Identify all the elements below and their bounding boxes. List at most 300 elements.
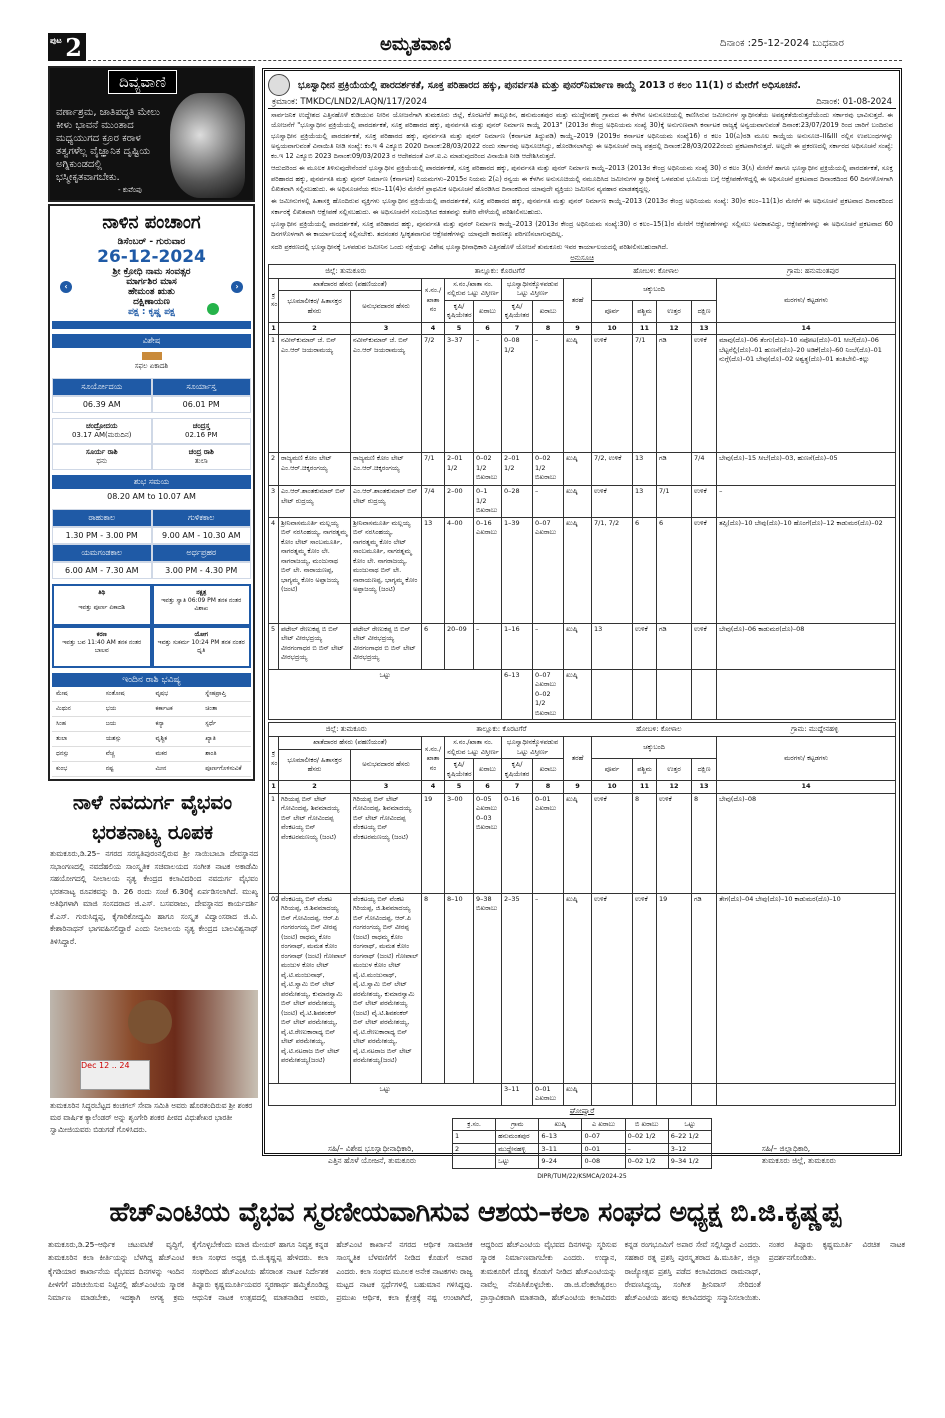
column-number: 5 — [445, 781, 474, 794]
total-type: ಖುಷ್ಕಿ — [564, 669, 592, 720]
notice-date: ದಿನಾಂಕ: 01-08-2024 — [816, 97, 892, 107]
karana: ಇವತ್ತು ಬವ 11:40 AM ತನಕ ನಂತರ ಬಾಲವ — [62, 639, 142, 654]
nakshatra-label: ನಕ್ಷತ್ರ — [196, 589, 207, 596]
surya-rashi: ಧನು — [96, 457, 108, 465]
summary-cell: 3–11 — [539, 1143, 582, 1156]
rashi-name: ಧನಸ್ಸು — [52, 747, 102, 762]
total-row — [269, 669, 896, 720]
moonrise: 03.17 AM(ಮರುದಿನ) — [71, 431, 132, 439]
surya-rashi-label: ಸೂರ್ಯ ರಾಶಿ — [85, 448, 118, 456]
table-cell: ನವೀನ್‌ಕುಮಾರ್ ಜೆ. ಬಿನ್ ಎಂ.ಆರ್ ಜಯರಾಮಯ್ಯ — [351, 335, 422, 453]
summary-cell: 9–34 1/2 — [668, 1156, 711, 1169]
karana-cell — [52, 626, 152, 668]
column-number: 10 — [592, 322, 633, 335]
column-number: 13 — [692, 781, 717, 794]
col-acq-agri: ಕೃಷಿ/ ಕೃಷಿಯೇತರ — [502, 300, 533, 322]
vrata-value: ಸಫಲ ಏಕಾದಶಿ — [134, 362, 169, 370]
main-article-body: ತುಮಕೂರು,ಡಿ.25–ಆರ್ಥಿಕ ಚಟುವಟಿಕೆ ವೃದ್ಧಿಗೆ, ತುಮಕೂರಿನ ಕಲಾ ಕೀರ್ತಿಯನ್ನು ಬೆಳಗಿದ್ದ ಹೆಚ್‌ಎಂಟಿ ಕೈಗಡಿಯಾರ ಕಾರ್ಖಾನೆಯ ವೈಭವದ ದಿನಗಳನ್ನು ಇಂದಿನ ಪೀಳಿಗೆಗೆ ಪರಿಚಯಿಸುವ ನಿಟ್ಟಿನಲ್ಲಿ ಹೆಚ್‌ಎಂಟಿಯ ಸ್ಮಾರಕ ನಿರ್ಮಾಣ ಮಾಡಬೇಕು, ಇದಕ್ಕಾಗಿ ಅಗತ್ಯ ಕ್ರಮ ಕೈಗೊಳ್ಳಬೇಕೆಂದು ಮಾಜಿ ಮೇಯರ್ ಹಾಗೂ ನಿವೃತ್ತ ಕನ್ನಡ ಕಲಾ ಸಂಘದ ಅಧ್ಯಕ್ಷ ಬಿ.ಜಿ.ಕೃಷ್ಣಪ್ಪ ಹೇಳಿದರು. ಕಲಾ ಸಂಘದಿಂದ ಹೆಚ್‌ಎಂಟಿಯ ಹೆಸರಾಂತ ನಾಟಕ ನಿರ್ದೇಶಕ ತಿಪ್ಪೂರು ಕೃಷ್ಣಮೂರ್ತಿಯವರ ಸ್ಮರಣಾರ್ಥ ಹಮ್ಮಿಕೊಂಡಿದ್ದ ಆಧುನಿಕ ನಾಟಕ ಉತ್ಸವದಲ್ಲಿ ಮಾತನಾಡಿದ ಅವರು, ಹೆಚ್‌ಎಂಟಿ ಕಾರ್ಖಾನೆ ನಗರದ ಆರ್ಥಿಕ ಸಾಮಾಜಿಕ ಸಾಂಸ್ಕೃತಿಕ ಬೆಳವಣಿಗೆಗೆ ನೀಡಿದ ಕೊಡುಗೆ ಅಪಾರ ಎಂದರು. ಕಲಾ ಸಂಘದ ಮೂಲಕ ಅನೇಕ ನಾಟಕಗಳು ರಾಜ್ಯ ಮಟ್ಟದ ನಾಟಕ ಸ್ಪರ್ಧೆಗಳಲ್ಲಿ ಬಹುಮಾನ ಗಳಿಸಿದ್ದವು. ಪ್ರಮುಖ ಆರ್ಥಿಕ, ಕಲಾ ಕ್ಷೇತ್ರಕ್ಕೆ ನಷ್ಟ ಉಂಟಾಗಿದೆ, ಆದ್ದರಿಂದ ಹೆಚ್‌ಎಂಟಿಯ ವೈಭವದ ದಿನಗಳನ್ನು ಸ್ಮರಿಸುವ ಸ್ಮಾರಕ ನಿರ್ಮಾಣವಾಗಬೇಕು ಎಂದರು. ಉದ್ಯಾನ, ತುಮಕೂರಿಗೆ ದೊಡ್ಡ ಕೊಡುಗೆ ನೀಡಿದ ಹೆಚ್‌ಎಂಟಿಯನ್ನು ನಾವೆಲ್ಲ ನೆನಪಿಸಿಕೊಳ್ಳಬೇಕು. ಡಾ.ಜಿ.ವೆಂಕಟೇಶ್ವರಲು ಪ್ರಾಸ್ತಾವಿಕವಾಗಿ ಮಾತನಾಡಿ, ಹೆಚ್‌ಎಂಟಿಯ ಕಲಾವಿದರು ಕನ್ನಡ ರಂಗಭೂಮಿಗೆ ಅಪಾರ ಸೇವೆ ಸಲ್ಲಿಸಿದ್ದಾರೆ ಎಂದರು. ಸಹಕಾರ ರತ್ನ ಪ್ರಶಸ್ತಿ ಪುರಸ್ಕೃತರಾದ ಹಿ.ಮೂರ್ತಿ, ಜಿಲ್ಲಾ ರಾಜ್ಯೋತ್ಸವ ಪ್ರಶಸ್ತಿ ಪಡೆದ ಕಲಾವಿದರಾದ ರಾಮನಾಥ್, ರೇವಣಸಿದ್ದಯ್ಯ, ಸಂಗೀತ ಶ್ರೀನಿವಾಸ್ ಸೇರಿದಂತೆ ಹೆಚ್‌ಎಂಟಿಯ ಹಲವು ಕಲಾವಿದರನ್ನು ಸನ್ಮಾನಿಸಲಾಯಿತು. ನಂತರ ತಿಪ್ಪೂರು ಕೃಷ್ಣಮೂರ್ತಿ ವಿರಚಿತ ನಾಟಕ ಪ್ರದರ್ಶನಗೊಂಡಿತು. — [48, 1240, 905, 1303]
table-cell: ತೇಗ(ದೊ)–04 ಬೇವು(ದೊ)–10 ಕಾಡುಮರ(ದೊ)–10 — [717, 893, 896, 1083]
table-cell: 8 — [422, 893, 445, 1083]
table-cell: ಉಳಿಕೆ — [633, 623, 657, 669]
karana-label: ಕರಣ — [96, 631, 107, 638]
column-number: 8 — [533, 781, 564, 794]
column-number: 9 — [564, 781, 592, 794]
rashi-prediction: ಚಿಂತಾ — [201, 702, 251, 717]
empty-cell — [592, 669, 633, 720]
rashi-prediction: ಪೂರ್ಣಗೊಳಿಸುವಿಕೆ — [201, 762, 251, 777]
swamiji-photo — [50, 990, 258, 1098]
table-cell: 6 — [633, 517, 657, 623]
rahu-time: 1.30 PM - 3.00 PM — [52, 527, 152, 544]
col-boundary: ಚಕ್ಕುಬಂದಿ — [592, 278, 717, 300]
table-cell: ಖುಷ್ಕಿ — [564, 793, 592, 893]
summary-title: ಘೋಷ್ವಾರೆ — [569, 1106, 595, 1115]
summary-cell: ಒಟ್ಟು — [496, 1156, 539, 1169]
rashi-prediction: ಸ್ಪರ್ಧೆ — [201, 717, 251, 732]
summary-cell: 6–13 — [539, 1131, 582, 1144]
yoga-label: ಯೋಗ — [194, 631, 209, 638]
month-day: ಡಿಸೆಂಬರ್ - ಗುರುವಾರ — [117, 237, 186, 247]
table-cell: ಶ್ರೀನಿವಾಸಮೂರ್ತಿ ಮಲ್ಲಯ್ಯ ಬಿನ್ ನರಸಿಂಹಯ್ಯ, ನಾಗರತ್ನಮ್ಮ ಕೋಂ ಲೇಟ್ ಸಾಂಬಮೂರ್ತಿ, ನಾಗರತ್ನಮ್ಮ ಕೋಂ ಲೇ. ನಾಗರಾಜಯ್ಯ, ಮಂಜುನಾಥ ಬಿನ್ ಲೇ. ನಾರಾಯಣಪ್ಪ, ಭಾಗ್ಯಮ್ಮ ಕೋಂ ಅಪ್ಪಾಜಯ್ಯ (ಜಂಟಿ) — [279, 517, 351, 623]
table-cell: ಶ್ರೀನಿವಾಸಮೂರ್ತಿ ಮಲ್ಲಯ್ಯ ಬಿನ್ ನರಸಿಂಹಯ್ಯ, ನಾಗರತ್ನಮ್ಮ ಕೋಂ ಲೇಟ್ ಸಾಂಬಮೂರ್ತಿ, ನಾಗರತ್ನಮ್ಮ ಕೋಂ ಲೇ. ನಾಗರಾಜಯ್ಯ, ಮಂಜುನಾಥ ಬಿನ್ ಲೇ. ನಾರಾಯಣಪ್ಪ, ಭಾಗ್ಯಮ್ಮ ಕೋಂ ಅಪ್ಪಾಜಯ್ಯ (ಜಂಟಿ) — [351, 517, 422, 623]
table-cell: ರಾಜ್ಯಮಣಿ ಕೋಂ ಲೇಟ್ ಎಂ.ಆರ್.ಚಿಕ್ಕರಂಗಯ್ಯ — [279, 453, 351, 486]
col-kharab: ಖರಾಬು — [474, 300, 502, 322]
table-cell: ನವೀನ್‌ಕುಮಾರ್ ಜೆ. ಬಿನ್ ಎಂ.ಆರ್ ಜಯರಾಮಯ್ಯ — [279, 335, 351, 453]
table-cell: 0–1 1/2 ಬಿಖರಾಬು — [474, 486, 502, 518]
signature-right — [762, 1143, 836, 1167]
rashi-name: ಮಕರ — [152, 747, 202, 762]
summary-cell: 0–08 — [582, 1156, 625, 1169]
column-number: 4 — [422, 322, 445, 335]
table-cell: ಖುಷ್ಕಿ — [564, 517, 592, 623]
page-number-badge — [48, 33, 86, 61]
summary-cell: 0–01 — [582, 1143, 625, 1156]
table-cell: – — [474, 623, 502, 669]
table-cell: 6 — [422, 623, 445, 669]
panchanga-date: 26-12-2024 — [97, 247, 206, 267]
kaala-times — [52, 509, 251, 579]
rashi-name: ಕನ್ಯಾ — [152, 717, 202, 732]
moonrise-cell — [52, 418, 152, 444]
masa: ಮಾರ್ಗಶಿರ ಮಾಸ — [126, 277, 177, 287]
table-cell: ಬೇವು(ದೊ)–15 ಸೀಬೆ(ದೊ)–03, ಹುಣಸೆ(ದೊ)–05 — [717, 453, 896, 486]
table-cell: 0–08 1/2 — [502, 335, 533, 453]
table-cell: 20–09 — [445, 623, 474, 669]
panchanga-box — [48, 204, 255, 781]
notice-paragraph: ಸದರಿ ಪ್ರಕರಣದಲ್ಲಿ ಭೂಸ್ವಾಧೀನಕ್ಕೆ ಒಳಪಡುವ ಜಮೀನಿನ ಒಂದು ನಕ್ಷೆಯನ್ನು ವಿಶೇಷ ಭೂಸ್ವಾಧೀನಾಧಿಕಾರಿ ಎತ್ತಿನಹೊಳೆ ಯೋಜನೆ ತುಮಕೂರು ಇವರ ಕಾರ್ಯಾಲಯದಲ್ಲಿ ಪರಿಶೀಲಿಸಬಹುದಾಗಿದೆ. — [271, 242, 669, 251]
page-label: ಪುಟ — [50, 35, 62, 45]
yama-time: 6.00 AM - 7.30 AM — [52, 562, 152, 579]
table-cell: 19 — [422, 793, 445, 893]
col-north: ಉತ್ತರ — [657, 759, 692, 781]
column-number: 1 — [269, 322, 279, 335]
col-owner: ಭೂಮಾಲೀಕರ/ ಹಿತಾಸಕ್ತರ ಹೆಸರು — [279, 291, 351, 323]
dipr-code: DIPR/TUM/22/KSMCA/2024-25 — [537, 1172, 627, 1180]
summary-header: ಬಿ ಖರಾಬು — [625, 1118, 668, 1131]
rashi-name: ಮಿಥುನ — [52, 702, 102, 717]
table-cell: 1–39 — [502, 517, 533, 623]
table-cell: ಖುಷ್ಕಿ — [564, 486, 592, 518]
table-cell: ಗಡಿ — [692, 893, 717, 1083]
tithi: ಇವತ್ತು ಪೂರ್ಣ ಏಕಾದಶಿ — [78, 604, 126, 611]
notice-paragraphs — [268, 109, 896, 253]
table-cell: ಪಟೇಲ್ ರೇಣುಕಪ್ಪ ಬಿ ಬಿನ್ ಲೇಟ್ ವೀರಭದ್ರಯ್ಯ ವೀರಗಂಗಾಧರ ಬಿ ಬಿನ್ ಲೇಟ್ ವೀರಭದ್ರಯ್ಯ — [279, 623, 351, 669]
samvatsara: ಶ್ರೀ ಕ್ರೋಧಿ ನಾಮ ಸಂವತ್ಸರ — [112, 267, 191, 277]
empty-cell — [692, 1083, 717, 1105]
rutu: ಹೇಮಂತ ಋತು — [128, 287, 175, 297]
rashi-title: ಇಂದಿನ ರಾಶಿ ಭವಿಷ್ಯ — [52, 673, 251, 687]
summary-cell: 9–24 — [539, 1156, 582, 1169]
column-numbers — [269, 322, 896, 335]
rashi-prediction: ಶಾಂತಿ — [201, 747, 251, 762]
left-column — [48, 66, 255, 781]
tithi-grid — [52, 584, 251, 668]
summary-cell: 0–07 — [582, 1131, 625, 1144]
col-occupant: ಅನುಭವದಾರರ ಹೆಸರು — [351, 749, 422, 781]
photo-caption: ತುಮಕೂರಿನ ಸಿದ್ಧರಬೆಟ್ಟದ ಕಂಚಗಲ್ ಸೇವಾ ಸಮಿತಿ ಅವರು ಹೊರತಂದಿರುವ ಶ್ರೀ ಶಂಕರ ಮಠ ವಾರ್ಷಿಕ ಕ್ಯಾಲೆಂಡರ್ ಅನ್ನು ಶೃಂಗೇರಿ ಶಂಕರ ಪೀಠದ ವಿಧುಶೇಖರ ಭಾರತೀ ಸ್ವಾಮೀಜಿಯವರು ಬಿಡುಗಡೆ ಗೊಳಿಸಿದರು. — [50, 1101, 253, 1134]
table-cell: ಉಳಿಕೆ — [592, 893, 633, 1083]
table-cell: 4–00 — [445, 517, 474, 623]
table-cell: ಗಡಿ — [657, 453, 692, 486]
ayana: ದಕ್ಷಿಣಾಯಣ — [133, 297, 170, 307]
main-headline: ಹೆಚ್‌ಎಂಟಿಯ ವೈಭವ ಸ್ಮರಣೀಯವಾಗಿಸುವ ಆಶಯ–ಕಲಾ ಸಂಘದ ಅಧ್ಯಕ್ಷ ಬಿ.ಜಿ.ಕೃಷ್ಣಪ್ಪ — [109, 1197, 841, 1228]
location-hobli: ಹೋಬಳಿ: ಕೋಳಾಲ — [636, 725, 682, 734]
table-cell: 0–02 1/2 ಬಿಖರಾಬು — [474, 453, 502, 486]
vrata-label: ವಿಶೇಷ — [52, 334, 251, 348]
rashi-prediction: ಖ್ಯಾತಿ — [201, 732, 251, 747]
table-cell: 7/2, ಉಳಿಕೆ — [592, 453, 633, 486]
rashi-prediction: ವೆಚ್ಚ — [102, 747, 152, 762]
notice-paragraph: ಆದುದರಿಂದ ಈ ಮೂಲಕ ತಿಳಿಸುವುದೇನೆಂದರೆ ಭೂಸ್ವಾಧೀನ ಪ್ರಕ್ರಿಯೆಯಲ್ಲಿ ಪಾರದರ್ಶಕತೆ, ಸೂಕ್ತ ಪರಿಹಾರದ ಹಕ್ಕು, ಪುನರ್ವಸತಿ ಮತ್ತು ಪುನರ್ ನಿರ್ಮಾಣ ಕಾಯ್ದೆ–2013 (2013ರ ಕೇಂದ್ರ ಅಧಿನಿಯಮ ಸಂಖ್ಯೆ 30) ರ ಕಲಂ 3(ಸಿ) ಮೇರೆಗೆ ಹಾಗೂ ಭೂಸ್ವಾಧೀನ ಪ್ರಕ್ರಿಯೆಯಲ್ಲಿ ಪಾರದರ್ಶಕತೆ, ಸೂಕ್ತ ಪರಿಹಾರದ ಹಕ್ಕು, ಪುನರ್ವಸತಿ ಮತ್ತು ಪುನರ್ ನಿರ್ಮಾಣ (ಕರ್ನಾಟಕ) ನಿಯಮಗಳು–2015ರ ನಿಯಮ 2(ಎ) ರನ್ವಯ ಈ ಕೆಳಗಿನ ಅನುಸೂಚಿಯಲ್ಲಿ ನಮೂದಿಸಿದ ಜಮೀನುಗಳ ಸ್ವಾಧೀನಕ್ಕೆ ಒಳಪಡುವ ಭೂಮಿಯ ಬಗ್ಗೆ ಆಕ್ಷೇಪಣೆಗಳಿದ್ದಲ್ಲಿ ಈ ಅಧಿಸೂಚನೆ ಪ್ರಕಟವಾದ ದಿನಾಂಕದಿಂದ 60 ದಿನಗಳೊಳಗಾಗಿ ಲಿಖಿತವಾಗಿ ಸಲ್ಲಿಸಬಹುದು. ಈ ಅಧಿಸೂಚನೆಯ ಕಲಂ–11(4)ರ ಮೇರೆಗೆ ಪ್ರಾಥಮಿಕ ಅಧಿಸೂಚನೆ ಹೊರಡಿಸಿದ ದಿನಾಂಕದಿಂದ ಯಾವುದೇ ವ್ಯಕ್ತಿಯು ಜಮೀನಿನ ವ್ಯವಹಾರ ಮಾಡತಕ್ಕದ್ದಲ್ಲ. — [271, 164, 893, 194]
government-seal-icon — [268, 74, 290, 96]
column-number: 12 — [657, 781, 692, 794]
table-cell: 0–07 ಎಖರಾಬು — [533, 517, 564, 623]
col-west: ಪಶ್ಚಿಮ — [633, 759, 657, 781]
schedule-table — [268, 736, 896, 1106]
table-cell: 7/1 — [422, 453, 445, 486]
location-line — [268, 722, 896, 736]
col-extent: ಸ.ನಂ./ಖಾತಾ ನಂ. ನಲ್ಲಿರುವ ಒಟ್ಟು ವಿಸ್ತೀರ್ಣ — [445, 737, 502, 759]
table-cell: – — [533, 335, 564, 453]
summary-header: ಕ್ರ.ಸಂ. — [453, 1118, 496, 1131]
table-cell: ಖುಷ್ಕಿ — [564, 453, 592, 486]
notice-paragraph: ಸಾರ್ವಜನಿಕ ಉದ್ದೇಶದ ಎತ್ತಿನಹೊಳೆ ಕುಡಿಯುವ ನೀರಿನ ಯೋಜನೆಗಾಗಿ ತುಮಕೂರು ಜಿಲ್ಲೆ, ಕೊರಟಗೆರೆ ತಾಲ್ಲೂಕಿನ, ಹನುಮಂತಪುರ ಮತ್ತು ಮುದ್ದೇನಹಳ್ಳಿ ಗ್ರಾಮದ ಈ ಕೆಳಗಿನ ಅನುಸೂಚಿಯಲ್ಲಿ ಕಾಣಿಸಿರುವ ಜಮೀನುಗಳ ಸ್ವಾಧೀನತೆಯ ಅವಶ್ಯಕತೆಯಿರುತ್ತದೆಯೆಂದು ಸರ್ಕಾರವು ಭಾವಿಸುತ್ತದೆ. ಈ ಯೋಜನೆಗೆ "ಭೂಸ್ವಾಧೀನ ಪ್ರಕ್ರಿಯೆಯಲ್ಲಿ ಪಾರದರ್ಶಕತೆ, ಸೂಕ್ತ ಪರಿಹಾರದ ಹಕ್ಕು, ಪುನರ್ವಸತಿ ಮತ್ತು ಪುನರ್ ನಿರ್ಮಾಣ ಕಾಯ್ದೆ 2013" (2013ರ ಕೇಂದ್ರ ಅಧಿನಿಯಮ ಸಂಖ್ಯೆ 30)ಕ್ಕೆ ಅನುಗುಣವಾಗಿ ಕರ್ನಾಟಕ ರಾಜ್ಯಕ್ಕೆ ಅನ್ವಯವಾಗುವಂತೆ ದಿನಾಂಕ:23/07/2019 ರಿಂದ ಜಾರಿಗೆ ಬಂದಿರುವ ಭೂಸ್ವಾಧೀನ ಪ್ರಕ್ರಿಯೆಯಲ್ಲಿ ಪಾರದರ್ಶಕತೆ, ಸೂಕ್ತ ಪರಿಹಾರದ ಹಕ್ಕು, ಪುನರ್ವಸತಿ ಮತ್ತು ಪುನರ್ ನಿರ್ಮಾಣ (ಕರ್ನಾಟಕ ತಿದ್ದುಪಡಿ) ಕಾಯ್ದೆ–2019 (2019ರ ಕರ್ನಾಟಕ ಅಧಿನಿಯಮ ಸಂಖ್ಯೆ16) ರ ಕಲಂ 10(ಎ)ರಡಿ ಮೂಲ ಕಾಯ್ದೆಯ ಅನುಸೂಚಿ–II&III ರಲ್ಲಿನ ಉಪಬಂಧಗಳನ್ನು ಅನ್ವಯವಾಗುವಂತೆ ವಿನಾಯಿತಿ ನೀಡಿ ಸಂಖ್ಯೆ: ಕಂ.ಇ 4 ಎಕ್ಯೂಬಿ 2020 ದಿನಾಂಕ:28/03/2022 ರಂದು ಸರ್ಕಾರವು ಅಧಿಸೂಚಿಸಿದ್ದು, ಹೊರಡಿಸಲಾಗಿದ್ದು ಈ ಅಧಿಸೂಚನೆ ರಾಜ್ಯ ಪತ್ರದಲ್ಲಿ ದಿನಾಂಕ:28/03/2022ರಂದು ಪ್ರಕಟವಾಗಿರುತ್ತದೆ. ಅಲ್ಲದೇ ಈ ಪ್ರಕರಣದಲ್ಲಿ ಸರ್ಕಾರದ ಅಧಿಸೂಚನೆ ಸಂಖ್ಯೆ: ಕಂ.ಇ 12 ಎಕ್ಯೂಬಿ 2023 ದಿನಾಂಕ:09/03/2023 ರ ಆದೇಶದಂತೆ ಎಸ್.ಐ.ಎ ಮಾಡುವುದರಿಂದ ವಿನಾಯಿತಿ ನೀಡಿ ಆದೇಶಿಸಿರುತ್ತದೆ. — [271, 111, 893, 161]
land-acquisition-notice — [262, 68, 902, 1180]
empty-cell — [692, 669, 717, 720]
moonset-cell — [152, 418, 252, 444]
schedule-tables — [268, 264, 896, 1106]
table-cell: ಎಂ.ಆರ್.ಶಾಂತಕುಮಾರ್ ಬಿನ್ ಲೇಟ್ ರುದ್ರಯ್ಯ — [351, 486, 422, 518]
table-cell: ಮಾವು(ದೊ)–06 ತೆಂಗು(ದೊ)–10 ಸಪೋಟ(ದೊ)–01 ಸೀಬೆ(ದೊ)–06 ಬೆಟ್ಟನೆಲ್ಲಿ(ದೊ)–01 ಹುಣಸೆ(ದೊ)–20 ಅಡಿಕೆ(ದೊ)–60 ನಿಂಬೆ(ದೊ)–01 ನುಗ್ಗೆ(ದೊ)–01 ಬೇವು(ದೊ)–02 ಅಶ್ವತ್ಥ(ದೊ)–01 ತಂತಿಬೇಲಿ–ಕಲ್ಲು — [717, 335, 896, 453]
vrata-box — [52, 348, 251, 373]
moonset: 02.16 PM — [184, 431, 218, 439]
chandra-rashi-cell — [152, 444, 252, 470]
signatures — [268, 1143, 896, 1167]
yama-label: ಯಮಗಂಡಕಾಲ — [52, 544, 152, 562]
table-cell: ಗಿರಿಯಪ್ಪ ಬಿನ್ ಲೇಟ್ ಗೋವಿಂದಪ್ಪ, ಶಿವಮಾದಯ್ಯ ಬಿನ್ ಲೇಟ್ ಗೋವಿಂದಪ್ಪ ವೆಂಕಟಯ್ಯ ಬಿನ್ ವೆಂಕಟರಮಣಯ್ಯ (ಜಂಟಿ) — [351, 793, 422, 893]
rashi-prediction: ನಷ್ಟ — [102, 762, 152, 777]
table-cell: 6 — [657, 517, 692, 623]
tithi-cell — [52, 584, 152, 626]
column-number: 14 — [717, 322, 896, 335]
table-cell: ಉಳಿಕೆ — [657, 793, 692, 893]
column-number: 5 — [445, 322, 474, 335]
column-number: 12 — [657, 322, 692, 335]
table-cell: 5 — [269, 623, 279, 669]
col-trees: ಮರಗಳು/ ಕಟ್ಟಡಗಳು — [717, 737, 896, 781]
sunrise-label: ಸೂರ್ಯೋದಯ — [52, 378, 152, 396]
header-divider — [88, 60, 902, 61]
tithi-label: ತಿಥಿ — [98, 589, 106, 596]
summary-row — [453, 1131, 712, 1144]
schedule-table — [268, 278, 896, 721]
column-number: 3 — [351, 322, 422, 335]
table-cell: ಉಳಿಕೆ — [692, 486, 717, 518]
table-cell: ಎಂ.ಆರ್.ಶಾಂತಕುಮಾರ್ ಬಿನ್ ಲೇಟ್ ರುದ್ರಯ್ಯ — [279, 486, 351, 518]
table-cell: 4 — [269, 517, 279, 623]
empty-cell — [657, 1083, 692, 1105]
col-sl: ಕ್ರ ಸಂ — [269, 278, 279, 322]
col-acq-kharab: ಖರಾಬು — [533, 300, 564, 322]
table-cell: ವೆಂಕಟಯ್ಯ ಬಿನ್ ವೆಂಕಟ ಗಿರಿಯಪ್ಪ, ಜಿ.ಶಿವಮಾದಯ್ಯ ಬಿನ್ ಗೋವಿಂದಪ್ಪ, ಆರ್.ಪಿ ಗಂಗರಂಗಯ್ಯ ಬಿನ್ ವೀರಪ್ಪ (ಜಂಟಿ) ರಾಧಮ್ಮ ಕೋಂ ರಂಗನಾಥ್, ಮಮತ ಕೋಂ ರಂಗನಾಥ್ (ಜಂಟಿ) ಗೋಪಾಲ್ ಮಂಜುಳ ಕೋಂ ಲೇಟ್ ವೈ.ಟಿ.ಮಂಜುನಾಥ್, ವೈ.ಟಿ.ಸ್ವಾಮಿ ಬಿನ್ ಲೇಟ್ ಪರಮೇಶಯ್ಯ, ಕುಮಾರಸ್ವಾಮಿ ಬಿನ್ ಲೇಟ್ ಪರಮೇಶಯ್ಯ (ಜಂಟಿ) ವೈ.ಟಿ.ಶಿವಶಂಕರ್ ಬಿನ್ ಲೇಟ್ ಪರಮೇಶಯ್ಯ, ವೈ.ಟಿ.ರೇಣುಕಾರಾಧ್ಯ ಬಿನ್ ಲೇಟ್ ಪರಮೇಶಯ್ಯ, ವೈ.ಟಿ.ನಟರಾಜ ಬಿನ್ ಲೇಟ್ ಪರಮೇಶಯ್ಯ(ಜಂಟಿ) — [351, 893, 422, 1083]
chandra-rashi: ತುಲಾ — [194, 457, 208, 465]
shubha-time: 08.20 AM to 10.07 AM — [107, 492, 196, 501]
table-cell: ತಪ್ಸಿ(ದೊ)–10 ಬೇವು(ದೊ)–10 ಹೊಂಗೆ(ದೊ)–12 ಕಾಡುಮರ(ದೊ)–02 — [717, 517, 896, 623]
table-cell: 3 — [269, 486, 279, 518]
col-agri: ಕೃಷಿ/ ಕೃಷಿಯೇತರ — [445, 759, 474, 781]
summary-cell: 6–22 1/2 — [668, 1131, 711, 1144]
signature-right-line: ಸಹಿ/– ಜಿಲ್ಲಾಧಿಕಾರಿ, — [761, 1143, 811, 1153]
column-number: 2 — [279, 322, 351, 335]
table-cell: 7/1 — [633, 335, 657, 453]
table-cell: 0–05 ಎಖರಾಬು 0–03 ಬಿಖರಾಬು — [474, 793, 502, 893]
column-number: 7 — [502, 781, 533, 794]
moonset-label: ಚಂದ್ರಸ್ತ — [192, 422, 210, 430]
calendar-in-photo: Dec 12 .. 24 — [80, 1060, 150, 1090]
sun-times — [52, 378, 251, 413]
col-extent: ಸ.ನಂ./ಖಾತಾ ನಂ. ನಲ್ಲಿರುವ ಒಟ್ಟು ವಿಸ್ತೀರ್ಣ — [445, 278, 502, 300]
col-east: ಪೂರ್ವ — [592, 300, 633, 322]
table-cell: ಉಳಿಕೆ — [692, 517, 717, 623]
col-south: ದಕ್ಷಿಣ — [692, 300, 717, 322]
sunset: 06.01 PM — [152, 396, 252, 413]
yoga: ಇವತ್ತು ಸುಕರ್ಮ 10:24 PM ತನಕ ನಂತರ ಧೃತಿ — [157, 639, 245, 654]
empty-cell — [633, 669, 657, 720]
empty-cell — [657, 669, 692, 720]
table-cell: 7/4 — [692, 453, 717, 486]
col-owner-group: ಖಾತೆದಾರರ ಹೆಸರು (ಪಹಣಿಯಂತೆ) — [279, 737, 422, 750]
col-owner: ಭೂಮಾಲೀಕರ/ ಹಿತಾಸಕ್ತರ ಹೆಸರು — [279, 749, 351, 781]
col-trees: ಮರಗಳು/ ಕಟ್ಟಡಗಳು — [717, 278, 896, 322]
table-cell: 9–38 ಬಿಖರಾಬು — [474, 893, 502, 1083]
col-south: ದಕ್ಷಿಣ — [692, 759, 717, 781]
total-label: ಒಟ್ಟು — [269, 669, 502, 720]
column-number: 7 — [502, 322, 533, 335]
location-village: ಗ್ರಾಮ: ಮುದ್ದೇನಹಳ್ಳಿ — [791, 725, 839, 734]
table-cell: 2–01 1/2 — [445, 453, 474, 486]
summary-cell: ಹನುಮಂತಪುರ — [496, 1131, 539, 1144]
notice-paragraph: ಈ ಜಮೀನುಗಳಲ್ಲಿ ಹಿತಾಸಕ್ತಿ ಹೊಂದಿರುವ ವ್ಯಕ್ತಿಗಳು ಭೂಸ್ವಾಧೀನ ಪ್ರಕ್ರಿಯೆಯಲ್ಲಿ ಪಾರದರ್ಶಕತೆ, ಸೂಕ್ತ ಪರಿಹಾರದ ಹಕ್ಕು, ಪುನರ್ವಸತಿ ಮತ್ತು ಪುನರ್ ನಿರ್ಮಾಣ ಕಾಯ್ದೆ–2013 (2013ರ ಕೇಂದ್ರ ಅಧಿನಿಯಮ ಸಂಖ್ಯೆ: 30)ರ ಕಲಂ–11(1)ರ ಮೇರೆಗೆ ಈ ಅಧಿಸೂಚನೆ ಪ್ರಕಟವಾದ ದಿನಾಂಕದಿಂದ ಸರ್ಕಾರಕ್ಕೆ ಲಿಖಿತವಾಗಿ ಆಕ್ಷೇಪಣೆ ಸಲ್ಲಿಸಬಹುದು. ಈ ಅಧಿಸೂಚನೆಗೆ ಸಂಬಂಧಿಸಿದ ಕಡತವನ್ನು ಕಚೇರಿ ವೇಳೆಯಲ್ಲಿ ಪರಿಶೀಲಿಸಬಹುದು. — [271, 197, 893, 216]
table-cell: 13 — [422, 517, 445, 623]
table-cell: 13 — [633, 453, 657, 486]
empty-cell — [592, 1083, 633, 1105]
rashi-prediction: ಸ್ನೇಹಪ್ರಾಪ್ತಿ — [201, 687, 251, 702]
chevron-left-icon[interactable]: ‹ — [60, 281, 72, 293]
table-cell: ಬೇವು(ದೊ)–08 — [717, 793, 896, 893]
table-cell: 8–10 — [445, 893, 474, 1083]
nav-article-title: ನಾಳೆ ನವದುರ್ಗ ವೈಭವಂ ಭರತನಾಟ್ಯ ರೂಪಕ — [72, 790, 233, 844]
summary-cell: ಮುದ್ದೇನಹಳ್ಳಿ — [496, 1143, 539, 1156]
table-row — [269, 453, 896, 486]
table-cell: – — [533, 486, 564, 518]
col-north: ಉತ್ತರ — [657, 300, 692, 322]
rashi-prediction: ಸಂತೋಷ — [102, 687, 152, 702]
table-cell: ರಾಜ್ಯಮಣಿ ಕೋಂ ಲೇಟ್ ಎಂ.ಆರ್.ಚಿಕ್ಕರಂಗಯ್ಯ — [351, 453, 422, 486]
summary-cell: 2 — [453, 1143, 496, 1156]
table-cell: ಖುಷ್ಕಿ — [564, 623, 592, 669]
chandra-rashi-label: ಚಂದ್ರ ರಾಶಿ — [188, 448, 214, 456]
nakshatra-cell — [152, 584, 252, 626]
table-row — [269, 893, 896, 1083]
table-cell: 8 — [692, 793, 717, 893]
table-cell: 2–01 1/2 — [502, 453, 533, 486]
col-survey: ಸ.ನಂ./ ಖಾತಾ ನಂ — [422, 278, 445, 322]
table-cell: ಉಳಿಕೆ — [692, 623, 717, 669]
col-type: ತರಹೆ — [564, 278, 592, 322]
table-cell: ಉಳಿಕೆ — [592, 486, 633, 518]
table-cell: ಪಟೇಲ್ ರೇಣುಕಪ್ಪ ಬಿ ಬಿನ್ ಲೇಟ್ ವೀರಭದ್ರಯ್ಯ ವೀರಗಂಗಾಧರ ಬಿ ಬಿನ್ ಲೇಟ್ ವೀರಭದ್ರಯ್ಯ — [351, 623, 422, 669]
gulika-time: 9.00 AM - 10.30 AM — [152, 527, 252, 544]
table-row — [269, 623, 896, 669]
col-acq-kharab: ಖರಾಬು — [533, 759, 564, 781]
masthead: ಅಮೃತವಾಣಿ — [380, 34, 452, 55]
chevron-right-icon[interactable]: › — [231, 281, 243, 293]
total-agri: 6–13 — [502, 669, 533, 720]
nav-article-body: ತುಮಕೂರು,ಡಿ.25– ನಗರದ ಸರಸ್ವತಿಪುರಂನಲ್ಲಿರುವ ಶ್ರೀ ಸಾಯಿಬಾಬಾ ದೇವಸ್ಥಾನದ ಸಭಾಂಗಣದಲ್ಲಿ ನವದೆಹಲಿಯ ಸಾಂಸ್ಕೃತಿಕ ಸಚಿವಾಲಯದ ಸಂಗೀತ ನಾಟಕ ಅಕಾಡೆಮಿ ಸಹಯೋಗದಲ್ಲಿ ನೀಲಾಲಯ ನೃತ್ಯ ಕೇಂದ್ರದ ಕಲಾವಿದರಿಂದ ನವದುರ್ಗ ವೈಭವಂ ಭರತನಾಟ್ಯ ರೂಪಕವನ್ನು ಡಿ. 26 ರಂದು ಸಂಜೆ 6.30ಕ್ಕೆ ಏರ್ಪಡಿಸಲಾಗಿದೆ. ಮುಖ್ಯ ಅತಿಥಿಗಳಾಗಿ ಮಾಜಿ ಸಂಸದರಾದ ಜಿ.ಎಸ್. ಬಸವರಾಜು, ದೇವಸ್ಥಾನದ ಕಾರ್ಯದರ್ಶಿ ಕೆ.ಎಸ್. ಗುರುಸಿದ್ದಪ್ಪ, ಕೈಗಾರಿಕೋದ್ಯಮಿ ಹಾಗೂ ಸಂಸ್ಕೃತ ವಿದ್ವಾಂಸರಾದ ಜಿ.ವಿ. ಕೇಶಾರಿನಾಥನ್ ಭಾಗವಹಿಸಲಿದ್ದಾರೆ ಎಂದು ನೀಲಾಲಯ ನೃತ್ಯ ಕೇಂದ್ರದ ಬಾಲವಿಶ್ವನಾಥ್ ತಿಳಿಸಿದ್ದಾರೆ. — [50, 849, 258, 946]
table-cell: – — [474, 335, 502, 453]
sunrise: 06.39 AM — [52, 396, 152, 413]
column-number: 11 — [633, 781, 657, 794]
notice-reference — [268, 96, 896, 109]
divyavani-quote: ವರ್ಣಾಶ್ರಮ, ಜಾತಿಪದ್ಧತಿ ಮೇಲು ಕೀಳು ಭಾವನೆ ಮುಂತಾದ ಮಧ್ಯಯುಗದ ಕ್ರೂರ ಕರಾಳ ತತ್ವಗಳೆಲ್ಲ ವೈಜ್ಞಾನಿಕ ದೃಷ್ಟಿಯ ಅಗ್ನಿಕುಂಡದಲ್ಲಿ ಭಸ್ಮೀಕೃತವಾಗಬೇಕು. — [56, 107, 160, 183]
schedule-title: ಅನುಸೂಚಿ — [570, 253, 594, 262]
table-cell: 7/4 — [422, 486, 445, 518]
table-cell: – — [533, 623, 564, 669]
rashi-prediction: ಯಶಸ್ಸು — [102, 732, 152, 747]
table-cell: ಉಳಿಕೆ — [592, 793, 633, 893]
table-cell: 2–35 — [502, 893, 533, 1083]
table-row — [269, 793, 896, 893]
summary-cell: 1 — [453, 1131, 496, 1144]
column-number: 11 — [633, 322, 657, 335]
location-taluk: ತಾಲ್ಲೂಕು: ಕೊರಟಗೆರೆ — [474, 266, 525, 275]
rashi-name: ವೃಷಭ — [152, 687, 202, 702]
divyavani-title: ದಿವ್ಯವಾಣಿ — [108, 70, 177, 94]
table-cell: 13 — [633, 486, 657, 518]
signature-right-line: ತುಮಕೂರು ಜಿಲ್ಲೆ, ತುಮಕೂರು — [761, 1155, 836, 1165]
summary-header: ಎ ಖರಾಬು — [582, 1118, 625, 1131]
page-number: 2 — [65, 32, 82, 62]
rashi-name: ಕರ್ಕಾಟಕ — [152, 702, 202, 717]
table-cell: 0–01 ಎಖರಾಬು — [533, 793, 564, 893]
table-cell: 0–02 1/2 ಬಿಖರಾಬು — [533, 453, 564, 486]
table-cell: – — [533, 893, 564, 1083]
rashi-name: ಮೇಷ — [52, 687, 102, 702]
empty-cell — [717, 1083, 896, 1105]
table-cell: ಉಳಿಕೆ — [692, 335, 717, 453]
notice-header — [268, 74, 896, 96]
notice-ref-no: ಕ್ರಮಾಂಕ: TMKDC/LND2/LAQN/117/2024 — [272, 97, 428, 107]
column-number: 9 — [564, 322, 592, 335]
gulika-label: ಗುಳಿಕಕಾಲ — [152, 509, 252, 527]
col-survey: ಸ.ನಂ./ ಖಾತಾ ನಂ — [422, 737, 445, 781]
rahu-label: ರಾಹುಕಾಲ — [52, 509, 152, 527]
divyavani-box — [48, 66, 255, 202]
table-cell: 1 — [269, 335, 279, 453]
ardha-label: ಅರ್ಧಪ್ರಹರ — [152, 544, 252, 562]
column-number: 14 — [717, 781, 896, 794]
vrata-icon — [142, 352, 162, 360]
location-hobli: ಹೋಬಳಿ: ಕೋಳಾಲ — [633, 266, 679, 275]
col-agri: ಕೃಷಿ/ ಕೃಷಿಯೇತರ — [445, 300, 474, 322]
location-taluk: ತಾಲ್ಲೂಕು: ಕೊರಟಗೆರೆ — [476, 725, 527, 734]
table-cell: 7/1, 7/2 — [592, 517, 633, 623]
table-cell: 7/2 — [422, 335, 445, 453]
table-cell: 0–16 — [502, 793, 533, 893]
col-sl: ಕ್ರ ಸಂ — [269, 737, 279, 781]
photo-figure — [128, 1000, 172, 1044]
column-numbers — [269, 781, 896, 794]
location-district: ಜಿಲ್ಲೆ: ತುಮಕೂರು — [325, 725, 367, 734]
table-cell: ವೆಂಕಟಯ್ಯ ಬಿನ್ ವೆಂಕಟ ಗಿರಿಯಪ್ಪ, ಜಿ.ಶಿವಮಾದಯ್ಯ ಬಿನ್ ಗೋವಿಂದಪ್ಪ, ಆರ್.ಪಿ ಗಂಗರಂಗಯ್ಯ ಬಿನ್ ವೀರಪ್ಪ (ಜಂಟಿ) ರಾಧಮ್ಮ ಕೋಂ ರಂಗನಾಥ್, ಮಮತ ಕೋಂ ರಂಗನಾಥ್ (ಜಂಟಿ) ಗೋಪಾಲ್ ಮಂಜುಳ ಕೋಂ ಲೇಟ್ ವೈ.ಟಿ.ಮಂಜುನಾಥ್, ವೈ.ಟಿ.ಸ್ವಾಮಿ ಬಿನ್ ಲೇಟ್ ಪರಮೇಶಯ್ಯ, ಕುಮಾರಸ್ವಾಮಿ ಬಿನ್ ಲೇಟ್ ಪರಮೇಶಯ್ಯ (ಜಂಟಿ) ವೈ.ಟಿ.ಶಿವಶಂಕರ್ ಬಿನ್ ಲೇಟ್ ಪರಮೇಶಯ್ಯ, ವೈ.ಟಿ.ರೇಣುಕಾರಾಧ್ಯ ಬಿನ್ ಲೇಟ್ ಪರಮೇಶಯ್ಯ, ವೈ.ಟಿ.ನಟರಾಜ ಬಿನ್ ಲೇಟ್ ಪರಮೇಶಯ್ಯ(ಜಂಟಿ) — [279, 893, 351, 1083]
table-cell: ಖುಷ್ಕಿ — [564, 893, 592, 1083]
signature-left-line: ಸಹಿ/– ವಿಶೇಷ ಭೂಸ್ವಾಧೀನಾಧಿಕಾರಿ, — [328, 1143, 414, 1153]
summary-cell: – — [625, 1143, 668, 1156]
rashi-name: ತುಲಾ — [52, 732, 102, 747]
total-kharab: 0–07 ಎಖರಾಬು 0–02 1/2 ಬಿಖರಾಬು — [533, 669, 564, 720]
table-cell: 0–16 ಎಖರಾಬು — [474, 517, 502, 623]
rashi-name: ಕುಂಭ — [52, 762, 102, 777]
table-cell: ಉಳಿಕೆ — [592, 335, 633, 453]
column-number: 10 — [592, 781, 633, 794]
whatsapp-icon[interactable] — [207, 303, 219, 315]
panchanga-title: ನಾಳಿನ ಪಂಚಾಂಗ — [102, 212, 201, 233]
empty-cell — [633, 1083, 657, 1105]
notice-title: ಭೂಸ್ವಾಧೀನ ಪ್ರಕ್ರಿಯೆಯಲ್ಲಿ ಪಾರದರ್ಶಕತೆ, ಸೂಕ್ತ ಪರಿಹಾರದ ಹಕ್ಕು, ಪುನರ್ವಸತಿ ಮತ್ತು ಪುನರ್‌ನಿರ್ಮಾಣ ಕಾಯ್ದೆ 2013 ರ ಕಲಂ 11(1) ರ ಮೇರೆಗೆ ಅಧಿಸೂಚನೆ. — [298, 79, 801, 91]
table-cell: – — [717, 486, 896, 518]
column-number: 1 — [269, 781, 279, 794]
table-cell: 02 — [269, 893, 279, 1083]
col-east: ಪೂರ್ವ — [592, 759, 633, 781]
table-row — [269, 335, 896, 453]
column-number: 4 — [422, 781, 445, 794]
table-cell: ಗಡಿ — [657, 335, 692, 453]
moon-times — [52, 418, 251, 470]
table-cell: 2 — [269, 453, 279, 486]
col-kharab: ಖರಾಬು — [474, 759, 502, 781]
summary-header: ಖುಷ್ಕಿ — [539, 1118, 582, 1131]
total-agri: 3–11 — [502, 1083, 533, 1105]
rashi-prediction: ಭಯ — [102, 702, 152, 717]
rashi-grid — [52, 687, 251, 777]
col-owner-group: ಖಾತೆದಾರರ ಹೆಸರು (ಪಹಣಿಯಂತೆ) — [279, 278, 422, 291]
moonrise-label: ಚಂದ್ರೋದಯ — [86, 422, 118, 430]
divyavani-author: - ಕುವೆಂಪು — [118, 186, 142, 194]
signature-left-line: ಎತ್ತಿನ ಹೊಳೆ ಯೋಜನೆ, ತುಮಕೂರು — [328, 1155, 417, 1165]
surya-rashi-cell — [52, 444, 152, 470]
column-number: 6 — [474, 322, 502, 335]
col-type: ತರಹೆ — [564, 737, 592, 781]
